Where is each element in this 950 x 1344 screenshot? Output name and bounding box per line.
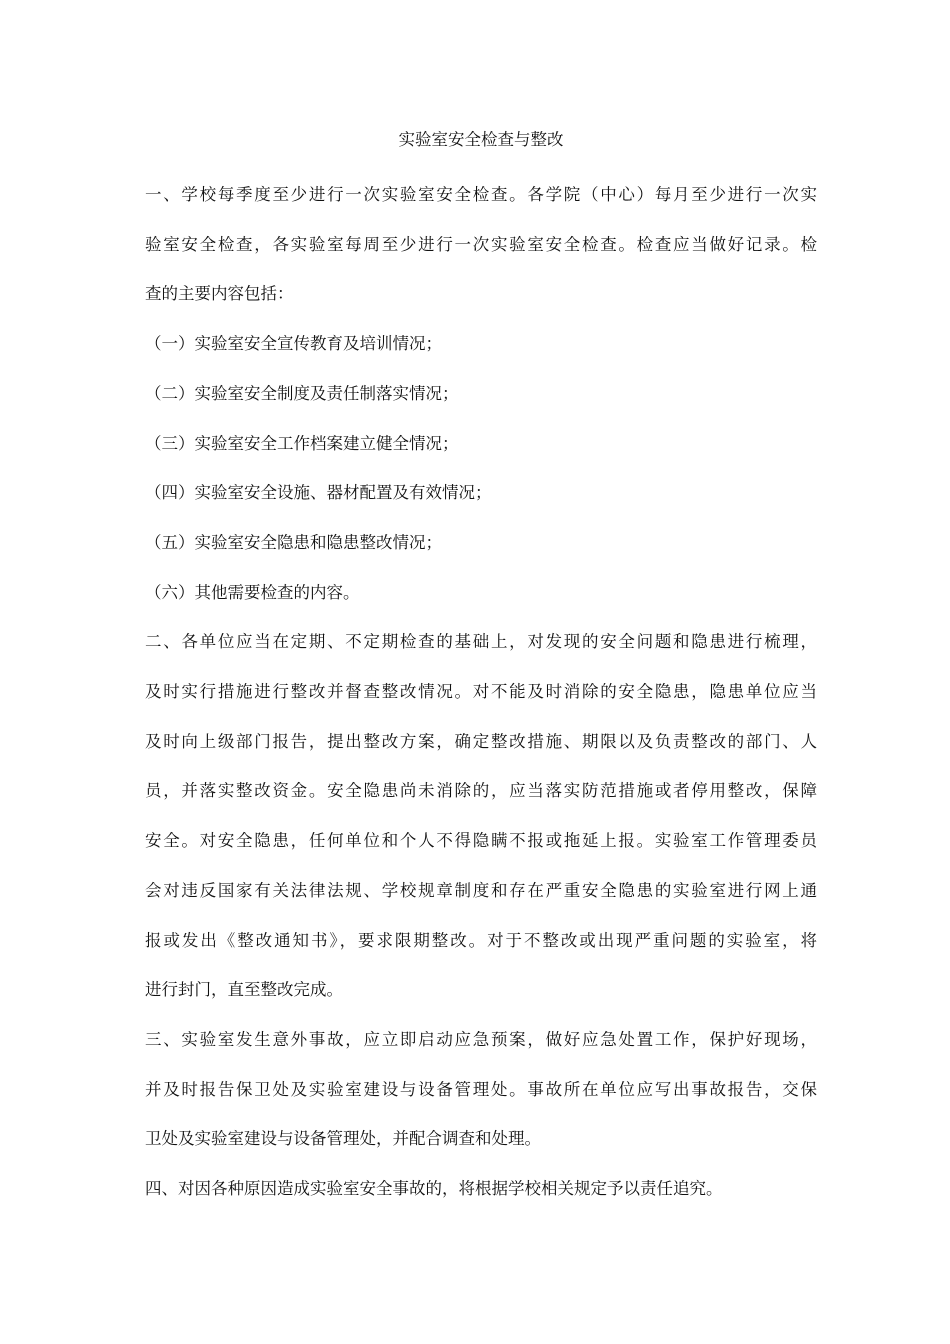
text-line: 进行封门，直至整改完成。 bbox=[145, 980, 343, 1000]
paragraph-1 bbox=[145, 170, 817, 319]
text-line: （二）实验室安全制度及责任制落实情况； bbox=[145, 383, 459, 403]
list-item-6 bbox=[145, 568, 817, 618]
paragraph-3 bbox=[145, 1015, 817, 1164]
text-line: 四、对因各种原因造成实验室安全事故的，将根据学校相关规定予以责任追究。 bbox=[145, 1179, 723, 1199]
text-line: （四）实验室安全设施、器材配置及有效情况； bbox=[145, 483, 492, 503]
list-item-2 bbox=[145, 369, 817, 419]
text-line: （一）实验室安全宣传教育及培训情况； bbox=[145, 334, 442, 354]
text-line: 三、实验室发生意外事故，应立即启动应急预案，做好应急处置工作，保护好现场， bbox=[145, 1029, 817, 1049]
text-line: 查的主要内容包括： bbox=[145, 284, 294, 304]
list-item-1 bbox=[145, 319, 817, 369]
paragraph-4 bbox=[145, 1164, 817, 1214]
text-line: 报或发出《整改通知书》，要求限期整改。对于不整改或出现严重问题的实验室，将 bbox=[145, 930, 817, 950]
text-line: （三）实验室安全工作档案建立健全情况； bbox=[145, 433, 459, 453]
document-body bbox=[145, 170, 817, 1214]
text-line: 二、各单位应当在定期、不定期检查的基础上，对发现的安全问题和隐患进行梳理， bbox=[145, 632, 817, 652]
text-line: 安全。对安全隐患，任何单位和个人不得隐瞒不报或拖延上报。实验室工作管理委员 bbox=[145, 831, 817, 851]
text-line: 会对违反国家有关法律法规、学校规章制度和存在严重安全隐患的实验室进行网上通 bbox=[145, 880, 817, 900]
document-page bbox=[145, 0, 817, 1344]
text-line: 一、学校每季度至少进行一次实验室安全检查。各学院（中心）每月至少进行一次实 bbox=[145, 185, 817, 204]
list-item-5 bbox=[145, 518, 817, 568]
text-line: （六）其他需要检查的内容。 bbox=[145, 582, 360, 602]
text-line: 员，并落实整改资金。安全隐患尚未消除的，应当落实防范措施或者停用整改，保障 bbox=[145, 781, 817, 801]
text-line: 验室安全检查，各实验室每周至少进行一次实验室安全检查。检查应当做好记录。检 bbox=[145, 234, 817, 254]
text-line: 卫处及实验室建设与设备管理处，并配合调查和处理。 bbox=[145, 1129, 541, 1149]
text-line: 并及时报告保卫处及实验室建设与设备管理处。事故所在单位应写出事故报告，交保 bbox=[145, 1079, 817, 1099]
text-line: 及时向上级部门报告，提出整改方案，确定整改措施、期限以及负责整改的部门、人 bbox=[145, 731, 817, 751]
paragraph-2 bbox=[145, 617, 817, 1015]
document-title: 实验室安全检查与整改 bbox=[398, 130, 564, 149]
list-item-3 bbox=[145, 419, 817, 469]
list-item-4 bbox=[145, 468, 817, 518]
text-line: （五）实验室安全隐患和隐患整改情况； bbox=[145, 532, 442, 552]
text-line: 及时实行措施进行整改并督查整改情况。对不能及时消除的安全隐患，隐患单位应当 bbox=[145, 682, 817, 702]
